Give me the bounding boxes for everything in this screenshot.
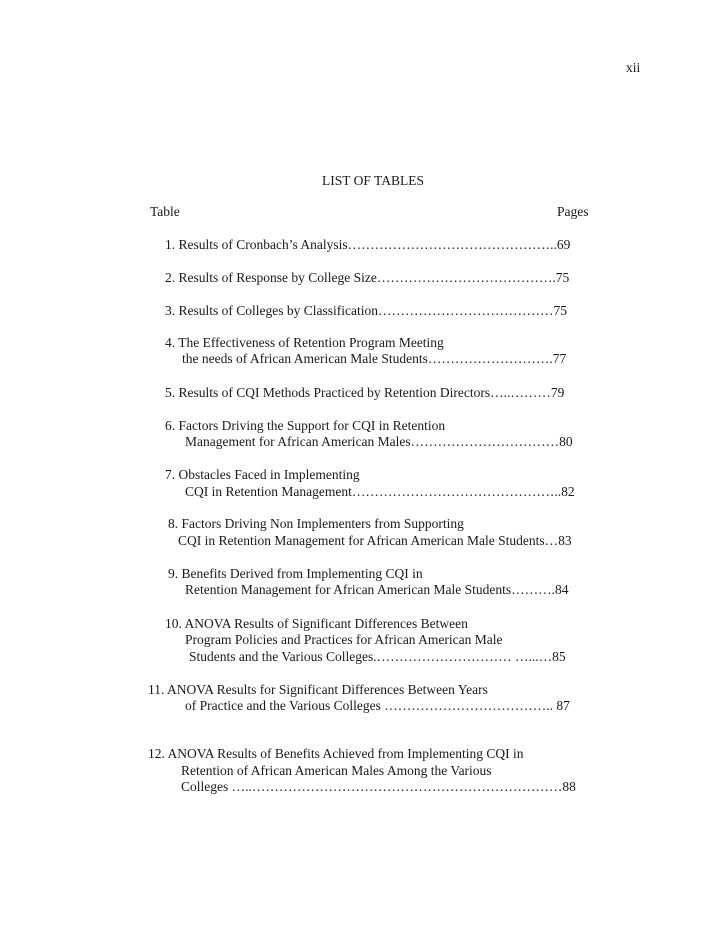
toc-entry-line: 5. Results of CQI Methods Practiced by Retention Directors…..………79 [165, 385, 565, 400]
column-header-pages: Pages [557, 204, 589, 219]
toc-entry-line: Management for African American Males……………………………80 [185, 434, 573, 449]
toc-entry-line: 4. The Effectiveness of Retention Program Meeting [165, 335, 444, 350]
toc-entry-line: 11. ANOVA Results for Significant Differences Between Years [148, 682, 488, 697]
toc-entry-line: Program Policies and Practices for African American Male [185, 632, 503, 647]
toc-entry-line: the needs of African American Male Students……………………….77 [182, 351, 567, 366]
toc-entry-line: 7. Obstacles Faced in Implementing [165, 467, 360, 482]
toc-entry-line: 10. ANOVA Results of Significant Differences Between [165, 616, 468, 631]
toc-entry-line: Students and the Various Colleges.………………………… …...…85 [189, 649, 566, 664]
toc-entry-line: 6. Factors Driving the Support for CQI in Retention [165, 418, 446, 433]
toc-entry-line: 2. Results of Response by College Size………………………………….75 [165, 270, 570, 285]
toc-entry-line: 3. Results of Colleges by Classification…………………………………75 [165, 303, 567, 318]
toc-entry-line: of Practice and the Various Colleges ……………………………….. 87 [185, 698, 570, 713]
toc-entry-line: 1. Results of Cronbach’s Analysis………………………………………..69 [165, 237, 571, 252]
toc-entry-line: 9. Benefits Derived from Implementing CQI in [168, 566, 423, 581]
toc-entry-line: Colleges …..……………………………………………………………88 [181, 779, 576, 794]
list-title: LIST OF TABLES [322, 173, 424, 188]
toc-entry-line: Retention of African American Males Among the Various [181, 763, 492, 778]
toc-entry-line: CQI in Retention Management for African American Male Students…83 [178, 533, 572, 548]
toc-entry-line: 12. ANOVA Results of Benefits Achieved from Implementing CQI in [148, 746, 524, 761]
toc-entry-line: CQI in Retention Management………………………………………..82 [185, 484, 575, 499]
toc-entry-line: 8. Factors Driving Non Implementers from Supporting [168, 516, 464, 531]
page-number: xii [626, 60, 641, 75]
toc-entry-line: Retention Management for African American Male Students……….84 [185, 582, 569, 597]
column-header-table: Table [150, 204, 180, 219]
